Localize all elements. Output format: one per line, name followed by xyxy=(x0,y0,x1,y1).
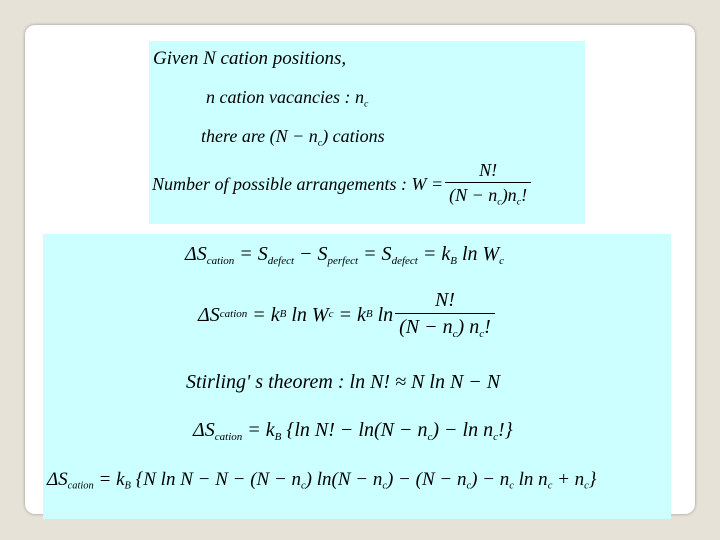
eq2-denominator xyxy=(395,313,495,340)
eq4-s1: c xyxy=(301,480,306,492)
eq4-b: ) ln(N − n xyxy=(305,469,383,490)
eq1-t3-sub: defect xyxy=(391,254,418,267)
eq1-t2-sub: perfect xyxy=(327,254,359,267)
eq3-body-c: !} xyxy=(497,419,513,441)
eq2-t2-sub: c xyxy=(328,308,334,321)
eq2-numerator: N! xyxy=(434,289,455,311)
eq1 xyxy=(185,244,504,267)
eq1-lhs-sub: cation xyxy=(206,254,235,267)
eq2-t1: = k xyxy=(252,303,280,326)
eq1-t5: ln W xyxy=(461,243,500,265)
given-text-2: n cation vacancies : n xyxy=(206,87,364,107)
given-text-3b: ) cations xyxy=(322,126,385,146)
arrangements-denominator xyxy=(445,182,531,207)
given-text-3a: there are (N − n xyxy=(201,126,318,146)
eq3-body-a: {ln N! − ln(N − n xyxy=(286,419,428,441)
eq3-body-sub1: c xyxy=(427,430,433,443)
eq2-den-a: (N − n xyxy=(399,316,453,338)
given-sub-2: c xyxy=(363,98,369,110)
eq1-t1-sub: defect xyxy=(267,254,295,267)
given-line-1 xyxy=(153,49,346,68)
eq4-g: } xyxy=(588,469,597,490)
eq4-a: {N ln N − N − (N − n xyxy=(135,469,302,490)
eq2-t3: = k xyxy=(338,303,366,326)
stirling-theorem xyxy=(186,372,500,392)
eq4-s5: c xyxy=(547,480,553,492)
eq1-t4: = k xyxy=(422,243,451,265)
eq2-lhs-sub: cation xyxy=(219,308,248,321)
eq1-lhs: ΔS xyxy=(185,243,207,265)
derivation-box xyxy=(43,234,671,519)
eq1-t2: − S xyxy=(299,243,328,265)
arr-den-sub2: c xyxy=(516,196,522,208)
eq3-lhs: ΔS xyxy=(193,419,215,441)
stirling-text: Stirling' s theorem : ln N! ≈ N ln N − N xyxy=(186,371,501,393)
eq3 xyxy=(193,420,513,443)
given-text-1: Given N cation positions, xyxy=(153,48,347,69)
eq2-t2: ln W xyxy=(291,303,329,326)
eq1-t1: = S xyxy=(239,243,268,265)
given-line-4 xyxy=(152,161,533,207)
given-sub-3: c xyxy=(317,137,323,149)
eq2-fraction xyxy=(395,290,495,340)
eq1-t5-sub: c xyxy=(499,254,505,267)
eq4-t1-sub: B xyxy=(124,480,131,492)
eq4 xyxy=(47,470,596,492)
arr-den-b: )n xyxy=(501,185,517,205)
eq2-lhs: ΔS xyxy=(198,303,220,326)
arrangements-numerator: N! xyxy=(479,160,498,180)
slide xyxy=(25,25,695,514)
given-box xyxy=(149,41,585,224)
arr-den-a: (N − n xyxy=(449,185,498,205)
eq1-t3: = S xyxy=(363,243,392,265)
eq2-t1-sub: B xyxy=(279,308,287,321)
eq4-c: ) − (N − n xyxy=(386,469,467,490)
eq2-t3-sub: B xyxy=(365,308,373,321)
eq2-den-c: ! xyxy=(484,316,491,338)
eq2-den-sub1: c xyxy=(452,327,458,340)
arr-den-sub1: c xyxy=(497,196,502,208)
eq2-t4: ln xyxy=(377,303,394,326)
eq4-s2: c xyxy=(382,480,387,492)
given-line-3 xyxy=(201,127,385,148)
eq4-d: ) − n xyxy=(471,469,510,490)
eq4-s3: c xyxy=(466,480,472,492)
arrangements-label: Number of possible arrangements : W = xyxy=(152,174,444,195)
eq2-den-b: ) n xyxy=(457,316,480,338)
eq4-lhs: ΔS xyxy=(47,469,68,490)
eq4-s6: c xyxy=(584,480,589,492)
eq4-lhs-sub: cation xyxy=(67,480,94,492)
eq3-t1: = k xyxy=(247,419,275,441)
eq2 xyxy=(198,290,497,340)
eq3-t1-sub: B xyxy=(274,430,282,443)
eq4-f: + n xyxy=(557,469,585,490)
given-line-2 xyxy=(206,88,368,109)
eq1-t4-sub: B xyxy=(450,254,457,267)
arr-den-c: ! xyxy=(521,185,528,205)
eq2-den-sub2: c xyxy=(479,327,485,340)
eq4-e: ln n xyxy=(518,469,548,490)
eq3-body-sub2: c xyxy=(493,430,498,443)
eq4-t1: = k xyxy=(98,469,125,490)
eq4-s4: c xyxy=(509,480,514,492)
eq3-body-b: ) − ln n xyxy=(432,419,494,441)
arrangements-fraction xyxy=(445,161,531,207)
eq3-lhs-sub: cation xyxy=(214,430,243,443)
